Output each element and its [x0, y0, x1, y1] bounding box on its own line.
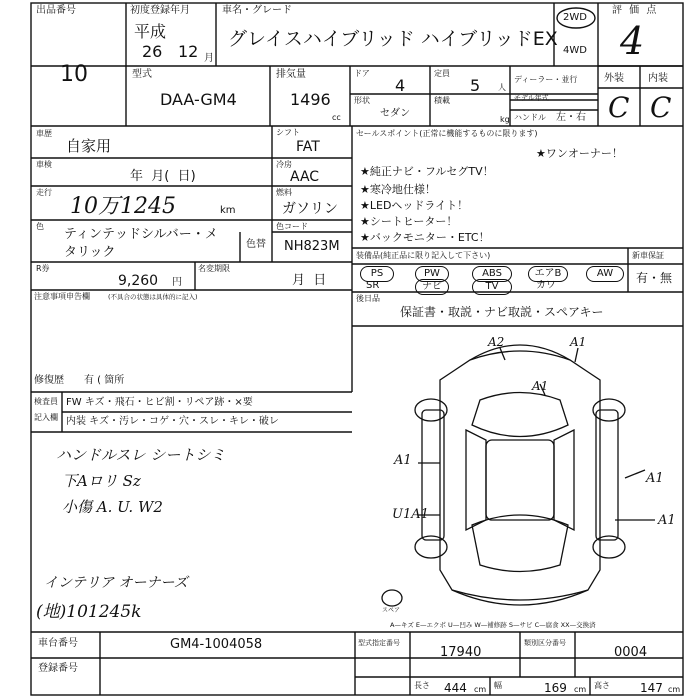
seats-label: 定員	[434, 69, 450, 78]
width: 169	[544, 681, 567, 695]
color-no-label: 色替	[246, 239, 266, 250]
inspector-label-1: 検査員	[34, 397, 58, 406]
inspection-value: 年 月( 日)	[130, 169, 196, 184]
notes-label: 注意事項申告欄	[34, 292, 90, 301]
drive-2wd: 2WD	[563, 12, 587, 23]
overall-score: 4	[620, 19, 645, 63]
inspector-note-2: 下Aロリ Sz	[62, 472, 141, 490]
lot-number: 10	[60, 62, 88, 87]
body-type: セダン	[380, 108, 411, 119]
selling-point-4: ★シートヒーター！	[360, 215, 458, 228]
dealer-label: ディーラー・並行	[514, 75, 578, 84]
inspector-label-2: 記入欄	[34, 413, 58, 422]
ac: AAC	[290, 169, 320, 185]
load-label: 積載	[434, 96, 450, 105]
model-code: DAA-GM4	[160, 90, 237, 109]
inspection-label: 車検	[36, 160, 52, 169]
exterior-label: 外装	[604, 73, 624, 84]
recycle-unit: 円	[172, 277, 182, 288]
name-change-value: 月 日	[292, 273, 327, 288]
equipment-label: 装備品(純正品に限り記入して下さい)	[356, 251, 491, 260]
equip-navi: ナビ	[415, 279, 449, 295]
displacement-unit: cc	[332, 113, 341, 122]
interior-grade: C	[650, 91, 672, 124]
handle-label: ハンドル	[514, 113, 546, 122]
color-code-label: 色コード	[276, 222, 308, 231]
height-label: 高さ	[594, 681, 610, 690]
damage-mark: A1	[646, 471, 664, 486]
interior-label: 内装	[648, 73, 668, 84]
usage: 自家用	[66, 137, 112, 155]
recycle-amount: 9,260	[118, 273, 159, 289]
car-diagram	[382, 345, 655, 606]
selling-point-3: ★LEDヘッドライト！	[360, 199, 469, 212]
selling-point-1: ★純正ナビ・フルセグTV！	[360, 165, 494, 178]
damage-mark: A1	[658, 513, 676, 528]
name-change-label: 名変期限	[198, 264, 230, 273]
recycle-label: R券	[36, 264, 50, 273]
fuel: ガソリン	[282, 201, 338, 217]
equip-leather: カワ	[536, 280, 556, 291]
reg-year: 26	[142, 42, 163, 61]
model-year-label: モデル年式	[514, 94, 549, 102]
doors: 4	[395, 76, 406, 95]
lot-number-label: 出品番号	[36, 5, 76, 16]
displacement-label: 排気量	[276, 69, 306, 80]
repair-value: 有 ( 箇所	[84, 375, 125, 386]
ac-label: 冷房	[276, 160, 292, 169]
width-unit: cm	[574, 685, 587, 694]
equip-sr: SR	[366, 280, 380, 291]
inspector-note-5: (地)101245k	[36, 602, 142, 622]
aftermarket-label: 後日品	[356, 294, 380, 303]
length-label: 長さ	[414, 681, 430, 690]
era: 平成	[134, 22, 167, 41]
category-number: 0004	[614, 645, 648, 660]
inspector-note-4: インテリア オーナーズ	[44, 575, 188, 591]
equip-ps: PS	[360, 266, 394, 282]
one-owner: ★ワンオーナー！	[536, 147, 623, 160]
notes-sub: (不具合の状態は具体的に記入)	[108, 293, 198, 301]
model-code-label: 型式	[132, 69, 152, 80]
body-label: 形状	[354, 96, 370, 105]
equip-airbag: エアB	[528, 266, 568, 282]
category-no-label: 類別区分番号	[524, 639, 566, 647]
registration-label: 登録番号	[38, 663, 78, 674]
equip-aw: AW	[586, 266, 624, 282]
mileage-unit: km	[220, 205, 236, 216]
type-no-label: 型式指定番号	[358, 639, 400, 647]
damage-legend: A—キズ E—エクボ U—凹み W—補修跡 S—サビ C—腐食 XX—交換済	[390, 621, 596, 629]
handle-value: 左・右	[556, 112, 586, 123]
spare-label: スペア	[382, 607, 401, 614]
model-name: グレイスハイブリッド ハイブリッドEX	[228, 28, 558, 50]
length-unit: cm	[474, 685, 487, 694]
damage-mark: A1	[532, 379, 549, 393]
warranty-value: 有・無	[636, 271, 673, 285]
mileage: 10万1245	[70, 194, 176, 219]
chassis-label: 車台番号	[38, 638, 78, 649]
equip-pw: PW	[415, 266, 449, 282]
damage-mark: A2	[488, 335, 505, 349]
inspector-note-1: ハンドルスレ シートシミ	[56, 446, 226, 464]
seats: 5	[470, 76, 481, 95]
warranty-label: 新車保証	[632, 251, 664, 260]
chassis-number: GM4-1004058	[170, 637, 263, 652]
damage-mark: U1A1	[392, 507, 429, 522]
shift: FAT	[296, 139, 320, 155]
inspector-note-3: 小傷 A. U. W2	[62, 498, 163, 516]
reg-month-unit: 月	[204, 53, 214, 64]
height: 147	[640, 681, 663, 695]
type-number: 17940	[440, 645, 482, 660]
displacement: 1496	[290, 90, 331, 109]
damage-mark: A1	[394, 453, 412, 468]
aftermarket-items: 保証書・取説・ナビ取説・スペアキー	[400, 305, 604, 319]
length: 444	[444, 681, 467, 695]
color-line1: ティンテッドシルバー・メ	[64, 227, 218, 242]
selling-point-5: ★バックモニター・ETC！	[360, 231, 490, 244]
damage-mark: A1	[570, 335, 587, 349]
mileage-label: 走行	[36, 188, 52, 197]
selling-point-2: ★寒冷地仕様！	[360, 183, 436, 196]
selling-points-label: セールスポイント(正常に機能するものに限ります)	[356, 129, 538, 138]
usage-label: 車歴	[36, 129, 52, 138]
color-line2: タリック	[64, 245, 116, 260]
fuel-label: 燃料	[276, 188, 292, 197]
doors-label: ドア	[354, 69, 370, 78]
repair-label: 修復歴	[34, 375, 64, 386]
reg-month: 12	[178, 42, 199, 61]
shift-label: シフト	[276, 128, 300, 137]
score-label: 評 価 点	[612, 5, 659, 16]
seats-unit: 人	[498, 83, 506, 92]
equip-abs: ABS	[472, 266, 512, 282]
exterior-grade: C	[608, 91, 630, 124]
drive-4wd: 4WD	[563, 45, 587, 56]
inspector-line-1: FW キズ・飛石・ヒビ割・リペア跡・×要	[66, 397, 253, 408]
color-code: NH823M	[284, 239, 340, 254]
equip-tv: TV	[472, 279, 512, 295]
load-unit: kg	[500, 115, 510, 124]
model-label: 車名・グレード	[222, 5, 292, 16]
first-registration-label: 初度登録年月	[130, 5, 190, 16]
height-unit: cm	[668, 685, 681, 694]
inspector-line-2: 内装 キズ・汚レ・コゲ・穴・スレ・キレ・破レ	[66, 416, 279, 427]
color-label: 色	[36, 222, 44, 231]
width-label: 幅	[494, 681, 502, 690]
